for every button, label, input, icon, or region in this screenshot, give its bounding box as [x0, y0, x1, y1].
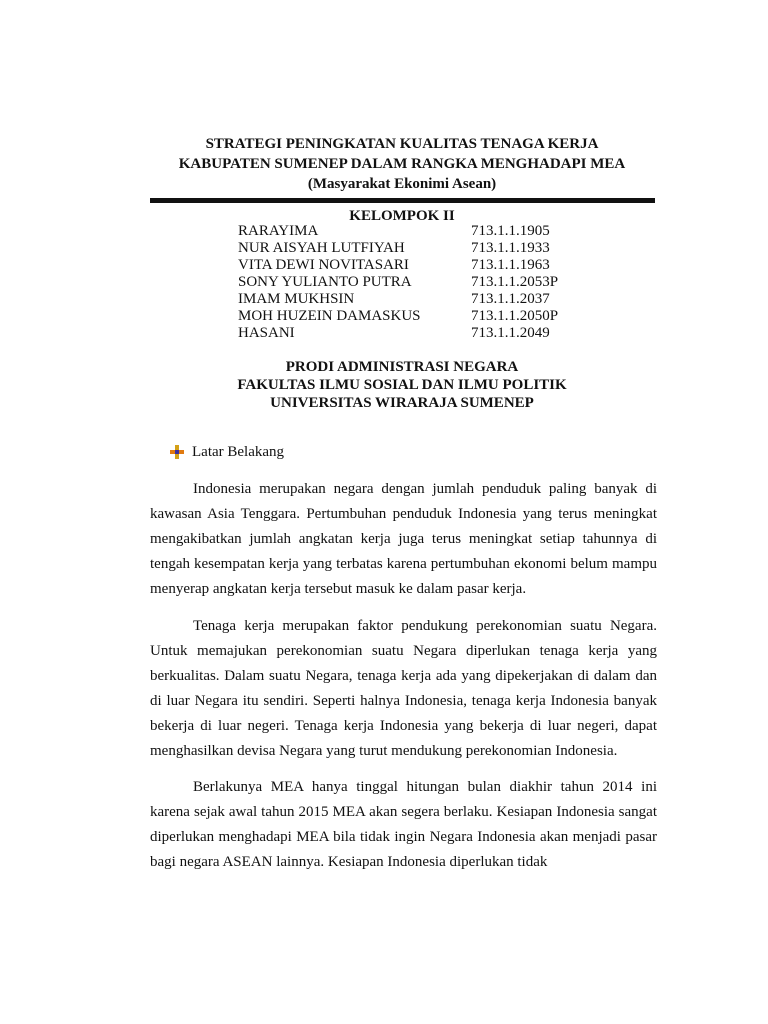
member-row [238, 274, 598, 291]
member-nim: 713.1.1.1933 [471, 240, 550, 256]
member-nim: 713.1.1.2049 [471, 325, 550, 341]
document-title [0, 134, 768, 194]
institution-line-1: PRODI ADMINISTRASI NEGARA [285, 359, 519, 375]
institution-block [0, 358, 768, 412]
member-name: MOH HUZEIN DAMASKUS [238, 308, 421, 324]
paragraph-text: Berlakunya MEA hanya tinggal hitungan bulan diakhir tahun 2014 ini karena sejak awal tahun 2015 MEA akan segera berlaku. Kesiapan Indonesia sangat diperlukan menghadapi MEA bila tidak ingin Negara Indonesia akan menjadi pasar bagi negara ASEAN lainnya. Kesiapan Indonesia diperlukan tidak [150, 779, 657, 870]
section-heading [170, 442, 284, 462]
body-paragraph-3 [150, 775, 657, 875]
section-heading-text: Latar Belakang [192, 444, 285, 460]
bullet-icon [170, 445, 184, 459]
body-paragraph-2 [150, 614, 657, 764]
member-row [238, 240, 598, 257]
title-line-3: (Masyarakat Ekonimi Asean) [307, 176, 497, 192]
member-name: VITA DEWI NOVITASARI [238, 257, 409, 273]
member-row [238, 257, 598, 274]
member-nim: 713.1.1.2037 [471, 291, 550, 307]
member-nim: 713.1.1.1905 [471, 223, 550, 239]
member-name: IMAM MUKHSIN [238, 291, 355, 307]
member-nim: 713.1.1.2053P [471, 274, 559, 290]
body-paragraph-1 [150, 477, 657, 602]
title-line-2: KABUPATEN SUMENEP DALAM RANGKA MENGHADAPI MEA [178, 156, 626, 172]
institution-line-3: UNIVERSITAS WIRARAJA SUMENEP [270, 395, 534, 411]
member-list [238, 223, 598, 342]
member-name: SONY YULIANTO PUTRA [238, 274, 412, 290]
member-nim: 713.1.1.2050P [471, 308, 559, 324]
member-row [238, 325, 598, 342]
member-row [238, 223, 598, 240]
member-row [238, 291, 598, 308]
title-line-1: STRATEGI PENINGKATAN KUALITAS TENAGA KERJA [205, 136, 599, 152]
member-row [238, 308, 598, 325]
member-name: NUR AISYAH LUTFIYAH [238, 240, 405, 256]
member-name: RARAYIMA [238, 223, 319, 239]
group-heading: KELOMPOK II [349, 208, 455, 224]
member-name: HASANI [238, 325, 295, 341]
institution-line-2: FAKULTAS ILMU SOSIAL DAN ILMU POLITIK [237, 377, 567, 393]
title-divider [150, 198, 655, 203]
member-nim: 713.1.1.1963 [471, 257, 550, 273]
paragraph-text: Indonesia merupakan negara dengan jumlah penduduk paling banyak di kawasan Asia Tenggara. Pertumbuhan penduduk Indonesia yang terus meningkat mengakibatkan jumlah angkatan kerja juga terus meningkat setiap tahunnya di tengah kesempatan kerja yang terbatas karena pertumbuhan ekonomi belum mampu menyerap angkatan kerja tersebut masuk ke dalam pasar kerja. [150, 481, 657, 597]
paragraph-text: Tenaga kerja merupakan faktor pendukung perekonomian suatu Negara. Untuk memajukan perekonomian suatu Negara diperlukan tenaga kerja yang berkualitas. Dalam suatu Negara, tenaga kerja ada yang dipekerjakan di dalam dan di luar Negara itu sendiri. Seperti halnya Indonesia, tenaga kerja Indonesia banyak bekerja di luar negeri. Tenaga kerja Indonesia yang bekerja di luar negeri, dapat menghasilkan devisa Negara yang turut mendukung perekonomian Indonesia. [150, 618, 657, 759]
